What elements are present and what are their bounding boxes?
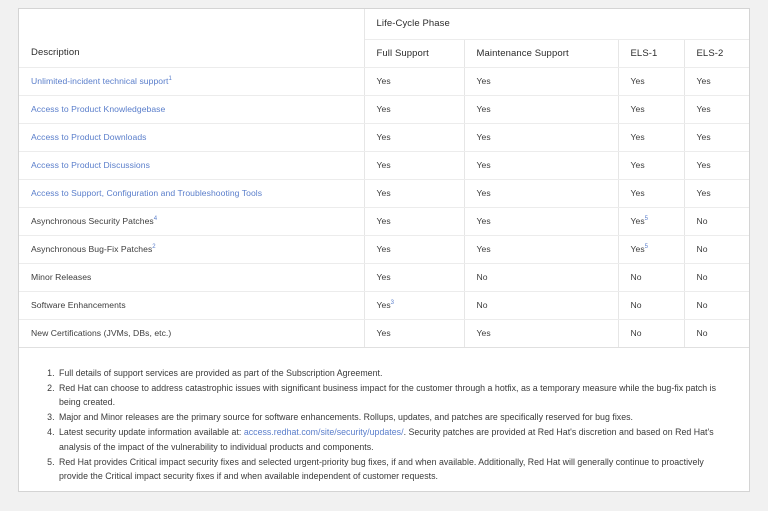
- footnote-text-tail: . Security patches are provided at Red Hat's discretion and based on Red Hat's analysis of the impact of the vulnerability to individual products and components.: [59, 427, 714, 452]
- cell-description[interactable]: [19, 67, 364, 95]
- cell-value: Yes: [376, 104, 391, 114]
- cell-full-support: [364, 95, 464, 123]
- cell-value: No: [696, 216, 708, 226]
- lifecycle-phase-table: [19, 9, 749, 348]
- cell-els-2: [684, 263, 749, 291]
- table-row: [19, 151, 749, 179]
- cell-value: Yes: [376, 188, 391, 198]
- cell-value: Yes: [696, 188, 711, 198]
- cell-description: [19, 207, 364, 235]
- footnote-url-link[interactable]: access.redhat.com/site/security/updates/: [243, 427, 404, 438]
- cell-value: Yes: [376, 300, 391, 310]
- cell-value: Yes: [376, 160, 391, 170]
- cell-els-1: [618, 235, 684, 263]
- cell-els-2: [684, 67, 749, 95]
- cell-description: [19, 263, 364, 291]
- cell-maintenance-support: [464, 123, 618, 151]
- table-row: [19, 123, 749, 151]
- cell-els-2: [684, 179, 749, 207]
- cell-value: Yes: [696, 160, 711, 170]
- cell-description: [19, 235, 364, 263]
- cell-els-2: [684, 123, 749, 151]
- table-row: [19, 291, 749, 319]
- cell-value: Yes: [476, 104, 491, 114]
- footnote-item: [57, 366, 733, 380]
- footnote-marker[interactable]: 4: [153, 216, 158, 223]
- cell-value: Yes: [476, 160, 491, 170]
- footnote-marker[interactable]: 5: [644, 244, 649, 251]
- cell-value: Yes: [630, 160, 645, 170]
- cell-full-support: [364, 263, 464, 291]
- cell-maintenance-support: [464, 179, 618, 207]
- cell-value: Yes: [476, 328, 491, 338]
- cell-description[interactable]: [19, 95, 364, 123]
- cell-value: No: [630, 300, 642, 310]
- cell-els-1: [618, 179, 684, 207]
- description-text: Asynchronous Bug-Fix Patches: [31, 244, 153, 254]
- cell-maintenance-support: [464, 263, 618, 291]
- cell-maintenance-support: [464, 319, 618, 347]
- cell-value: Yes: [476, 132, 491, 142]
- column-header-maintenance-support: Maintenance Support: [464, 39, 618, 67]
- cell-value: Yes: [630, 104, 645, 114]
- column-header-description: Description: [19, 39, 364, 67]
- description-text: Asynchronous Security Patches: [31, 216, 154, 226]
- cell-value: Yes: [630, 132, 645, 142]
- cell-maintenance-support: [464, 235, 618, 263]
- cell-maintenance-support: [464, 291, 618, 319]
- column-header-els-1: ELS-1: [618, 39, 684, 67]
- cell-full-support: [364, 179, 464, 207]
- cell-value: No: [476, 300, 488, 310]
- table-row: [19, 235, 749, 263]
- lifecycle-support-card: [18, 8, 750, 492]
- table-row: [19, 95, 749, 123]
- cell-maintenance-support: [464, 207, 618, 235]
- cell-els-2: [684, 235, 749, 263]
- cell-els-2: [684, 319, 749, 347]
- cell-value: Yes: [376, 76, 391, 86]
- table-row: [19, 263, 749, 291]
- group-header-life-cycle-phase: Life-Cycle Phase: [364, 9, 749, 39]
- cell-description[interactable]: [19, 179, 364, 207]
- cell-maintenance-support: [464, 95, 618, 123]
- cell-value: Yes: [376, 244, 391, 254]
- cell-value: Yes: [376, 328, 391, 338]
- footnote-text: Red Hat can choose to address catastrophic issues with significant business impact for the customer through a hotfix, as a temporary measure while the bug-fix patch is being created.: [59, 382, 717, 407]
- cell-value: Yes: [476, 244, 491, 254]
- footnote-text: Full details of support services are provided as part of the Subscription Agreement.: [59, 367, 383, 378]
- cell-maintenance-support: [464, 67, 618, 95]
- cell-value: Yes: [476, 216, 491, 226]
- description-text: Software Enhancements: [31, 300, 126, 310]
- cell-els-2: [684, 207, 749, 235]
- cell-els-1: [618, 95, 684, 123]
- cell-full-support: [364, 291, 464, 319]
- footnotes-section: [19, 348, 749, 484]
- description-link[interactable]: Access to Product Discussions: [31, 160, 150, 170]
- table-body: [19, 67, 749, 347]
- cell-value: Yes: [630, 244, 645, 254]
- cell-els-1: [618, 291, 684, 319]
- description-link[interactable]: Unlimited-incident technical support: [31, 76, 169, 86]
- footnote-item: [57, 410, 733, 424]
- cell-value: No: [696, 244, 708, 254]
- footnote-text: Red Hat provides Critical impact security fixes and selected urgent-priority bug fixes, if and when available. Additionally, Red Hat will generally continue to proactively provide the Critical impact security fixes if and when available independent of customer requests.: [59, 456, 704, 481]
- table-row: [19, 179, 749, 207]
- column-header-full-support: Full Support: [364, 39, 464, 67]
- cell-value: Yes: [376, 132, 391, 142]
- cell-els-1: [618, 207, 684, 235]
- cell-maintenance-support: [464, 151, 618, 179]
- description-text: Minor Releases: [31, 272, 92, 282]
- column-header-els-2: ELS-2: [684, 39, 749, 67]
- footnote-item: [57, 381, 733, 409]
- table-row: [19, 319, 749, 347]
- table-row: [19, 207, 749, 235]
- cell-els-1: [618, 151, 684, 179]
- footnote-text: Major and Minor releases are the primary source for software enhancements. Rollups, updates, and patches are specifically reserved for bug fixes.: [59, 412, 634, 423]
- cell-full-support: [364, 207, 464, 235]
- footnote-text: Latest security update information available at:: [59, 427, 244, 438]
- footnote-item: [57, 425, 733, 453]
- cell-full-support: [364, 123, 464, 151]
- cell-description: [19, 291, 364, 319]
- footnote-item: [57, 455, 733, 483]
- cell-value: No: [476, 272, 488, 282]
- empty-corner-cell: [19, 9, 364, 39]
- cell-value: Yes: [630, 188, 645, 198]
- footnote-marker[interactable]: 2: [152, 244, 156, 251]
- cell-value: No: [696, 300, 708, 310]
- cell-value: Yes: [376, 272, 391, 282]
- cell-value: No: [630, 272, 642, 282]
- cell-full-support: [364, 151, 464, 179]
- footnotes-list: [41, 366, 733, 484]
- cell-els-2: [684, 95, 749, 123]
- cell-description[interactable]: [19, 151, 364, 179]
- description-link[interactable]: Access to Product Downloads: [31, 132, 147, 142]
- cell-value: Yes: [696, 132, 711, 142]
- cell-els-1: [618, 123, 684, 151]
- cell-value: Yes: [476, 188, 491, 198]
- footnote-marker[interactable]: 5: [644, 216, 649, 223]
- cell-els-2: [684, 151, 749, 179]
- cell-els-2: [684, 291, 749, 319]
- footnote-marker[interactable]: 3: [390, 300, 395, 307]
- cell-full-support: [364, 67, 464, 95]
- cell-value: Yes: [630, 76, 645, 86]
- cell-value: No: [696, 328, 708, 338]
- cell-description: [19, 319, 364, 347]
- description-link[interactable]: Access to Support, Configuration and Troubleshooting Tools: [31, 188, 263, 198]
- cell-full-support: [364, 319, 464, 347]
- table-head: [19, 9, 749, 67]
- description-text: New Certifications (JVMs, DBs, etc.): [31, 328, 172, 338]
- cell-description[interactable]: [19, 123, 364, 151]
- cell-full-support: [364, 235, 464, 263]
- table-group-header-row: [19, 9, 749, 39]
- cell-value: No: [696, 272, 708, 282]
- table-column-header-row: [19, 39, 749, 67]
- cell-els-1: [618, 263, 684, 291]
- footnote-marker[interactable]: 1: [168, 76, 172, 83]
- cell-value: Yes: [476, 76, 491, 86]
- table-row: [19, 67, 749, 95]
- cell-els-1: [618, 67, 684, 95]
- cell-value: Yes: [696, 76, 711, 86]
- description-link[interactable]: Access to Product Knowledgebase: [31, 104, 166, 114]
- cell-els-1: [618, 319, 684, 347]
- cell-value: Yes: [630, 216, 645, 226]
- cell-value: Yes: [376, 216, 391, 226]
- cell-value: Yes: [696, 104, 711, 114]
- cell-value: No: [630, 328, 642, 338]
